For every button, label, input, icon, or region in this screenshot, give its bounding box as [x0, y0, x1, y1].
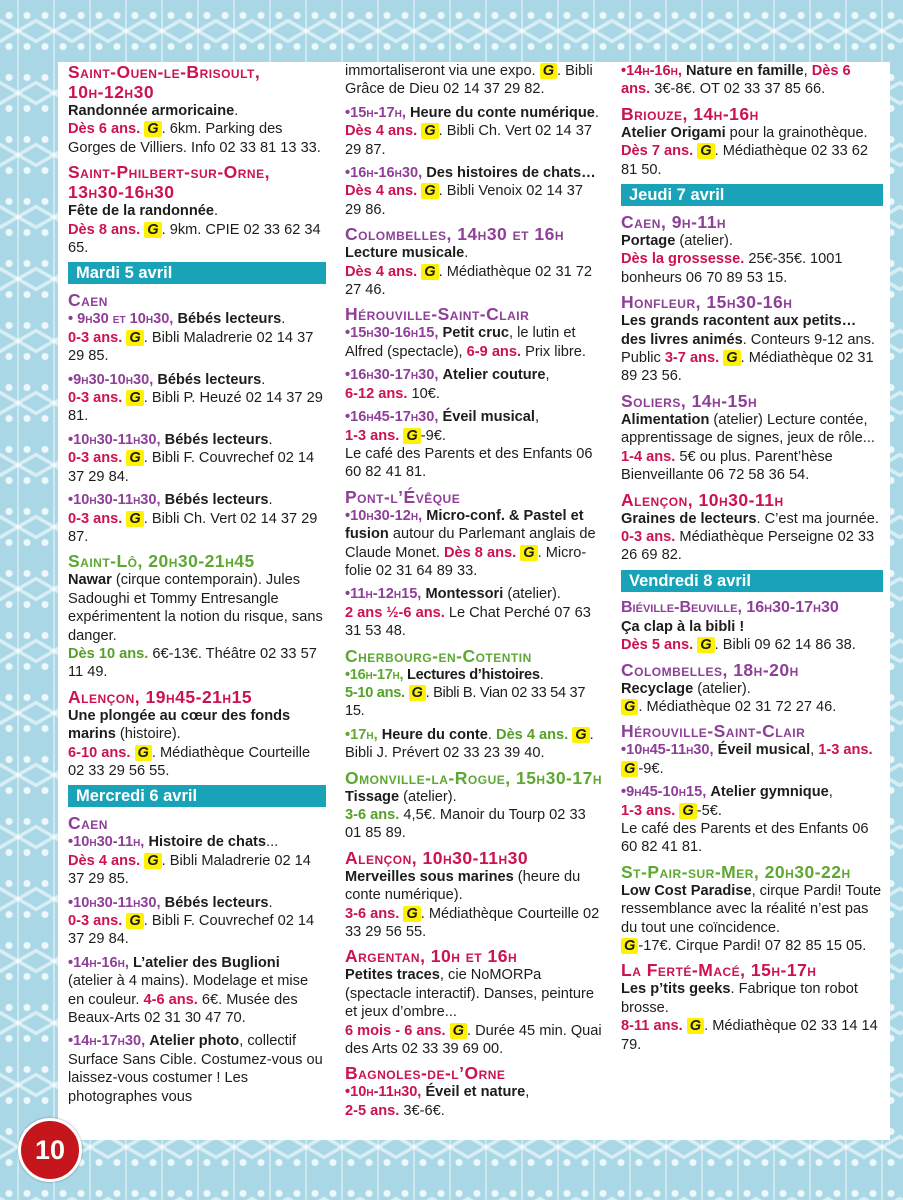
list-item	[68, 1032, 326, 1106]
event-title: Bébés lecteurs	[177, 311, 282, 328]
event-age: Dès 6 ans.	[68, 121, 141, 138]
punct: .	[234, 103, 239, 119]
free-badge: G	[144, 222, 161, 238]
event-description: immortaliseront via une expo.	[345, 63, 536, 79]
event-age: Dès 5 ans.	[621, 637, 694, 654]
event-st-pair	[621, 862, 883, 956]
event-title: Portage	[621, 233, 676, 250]
event-time: •14h-16h,	[68, 954, 129, 971]
list-item	[345, 164, 603, 219]
list-item: •16h30-17h30, Atelier couture, 6-12 ans. 10€.	[345, 367, 550, 402]
event-age: Dès 7 ans.	[621, 143, 694, 160]
free-badge: G	[409, 685, 426, 701]
event-argentan	[345, 946, 603, 1058]
event-description: (atelier).	[693, 680, 751, 697]
event-details: . Médiathèque Courteille 02 33 29 56 55.	[68, 744, 311, 779]
event-age: Dès 4 ans.	[345, 123, 418, 140]
event-city: Soliers, 14h-15h	[621, 390, 758, 411]
event-description: . C’est ma journée.	[756, 510, 879, 527]
event-bieville	[621, 598, 883, 655]
punct: .	[213, 203, 219, 220]
event-details: . Bibli B. Vian 02 33 54 37 15.	[345, 684, 586, 720]
free-badge: G	[421, 183, 438, 199]
event-age: Dès 4 ans.	[496, 726, 569, 743]
event-details: . 6km. Parking des Gorges de Villiers. Info 02 33 81 13 33.	[68, 121, 321, 156]
list-item	[345, 62, 603, 99]
event-time: 10h-12h30	[68, 82, 155, 102]
event-age: 2 ans ½-6 ans.	[345, 604, 445, 621]
event-description: (atelier).	[503, 586, 561, 603]
free-badge: G	[621, 699, 638, 715]
event-details: 10€.	[407, 385, 440, 402]
event-time: •10h-11h30,	[345, 1084, 422, 1101]
free-badge: G	[403, 906, 420, 922]
event-title: Tissage	[345, 788, 400, 805]
day-header: Mercredi 6 avril	[68, 785, 326, 807]
list-item: •17h, Heure du conte. Dès 4 ans. G . Bibli J. Prévert 02 33 23 39 40.	[345, 726, 594, 762]
event-time: •10h30-11h30,	[68, 431, 161, 448]
free-badge: G	[679, 803, 696, 819]
free-badge: G	[687, 1018, 704, 1034]
event-age: 1-4 ans.	[621, 448, 676, 465]
event-description: pour la grainothèque.	[725, 124, 868, 141]
event-details: 3€-6€.	[399, 1102, 445, 1119]
city-heading: Hérouville-Saint-Clair	[621, 721, 806, 742]
event-age: 3-7 ans.	[664, 350, 720, 367]
event-description: (atelier).	[399, 788, 457, 805]
free-badge: G	[621, 761, 638, 777]
event-details: . Médiathèque Courteille 02 33 29 56 55.	[345, 905, 600, 941]
free-badge: G	[126, 330, 143, 346]
event-age: 3-6 ans.	[345, 807, 400, 823]
event-details: . 9km. CPIE 02 33 62 34 65.	[68, 221, 321, 257]
event-age: 4-6 ans.	[143, 991, 198, 1008]
event-title: Merveilles sous marines	[345, 868, 514, 885]
punct: ...	[266, 834, 279, 851]
event-details: . Médiathèque 02 31 72 27 46.	[638, 698, 837, 715]
event-soliers	[621, 391, 883, 485]
event-description: (heure du conte numérique).	[345, 868, 581, 904]
event-city: Colombelles, 18h-20h	[621, 659, 799, 680]
event-title: Éveil musical	[442, 409, 535, 426]
event-details: . Bibli P. Heuzé 02 14 37 29 81.	[68, 390, 323, 425]
column-3	[621, 62, 883, 1059]
list-item: •16h-17h, Lectures d’histoires. 5-10 ans. G . Bibli B. Vian 02 33 54 37 15.	[345, 666, 586, 720]
event-city: Omonville-la-Rogue, 15h30-17h	[345, 767, 603, 788]
event-details: -5€.	[696, 802, 722, 819]
free-badge: G	[450, 1023, 467, 1039]
event-title: Nature en famille	[686, 63, 804, 79]
event-age: 0-3 ans.	[68, 390, 123, 407]
event-description: , cie NoMORPa (spectacle interactif). Danses, peinture et jeux d’ombre...	[345, 967, 595, 1021]
event-city: Briouze, 14h-16h	[621, 103, 759, 124]
event-city: Honfleur, 15h30-16h	[621, 292, 793, 313]
event-age: 0-3 ans.	[68, 329, 123, 346]
free-badge: G	[403, 428, 420, 444]
day-header: Jeudi 7 avril	[621, 184, 883, 206]
event-saint-philbert	[68, 162, 326, 257]
list-item: •10h45-11h30, Éveil musical, 1-3 ans. G -9€.	[621, 742, 873, 777]
event-title: Graines de lecteurs	[621, 510, 757, 527]
event-age: Dès 4 ans.	[68, 852, 141, 869]
event-time: 13h30-16h30	[68, 182, 175, 203]
event-age: 1-3 ans.	[621, 802, 676, 819]
list-item: •10h30-11h30, Bébés lecteurs. 0-3 ans. G . Bibli F. Couvrechef 02 14 37 29 84.	[68, 431, 315, 485]
event-description: autour du Parlemant anglais de Claude Monet.	[345, 526, 596, 561]
event-time: •10h30-11h30,	[68, 492, 161, 509]
event-title: Bébés lecteurs	[164, 431, 269, 448]
event-title: Éveil musical	[717, 742, 811, 759]
event-age: Dès 4 ans.	[345, 183, 418, 200]
list-item	[68, 833, 326, 888]
event-title: Atelier Origami	[621, 124, 726, 141]
event-city: Alençon, 19h45-21h15	[68, 686, 253, 707]
event-title: Atelier gymnique	[710, 784, 829, 801]
free-badge: G	[520, 545, 537, 561]
event-saint-ouen	[68, 62, 326, 157]
event-age: 6 mois - 6 ans.	[345, 1022, 446, 1039]
event-title: Atelier photo	[149, 1033, 240, 1050]
event-details: . Bibli Grâce de Dieu 02 14 37 29 82.	[345, 63, 593, 98]
event-title: Les p’tits geeks	[621, 981, 731, 998]
free-badge: G	[126, 450, 143, 466]
event-details: . Micro-folie 02 31 64 89 33.	[345, 544, 587, 579]
event-city: Alençon, 10h30-11h30	[345, 847, 529, 868]
day-header: Vendredi 8 avril	[621, 570, 883, 592]
free-badge: G	[697, 637, 714, 653]
event-description: . Fabrique ton robot brosse.	[621, 981, 858, 1016]
event-title: Alimentation	[621, 411, 710, 428]
event-title: Heure du conte	[381, 726, 488, 743]
event-details: . Durée 45 min. Quai des Arts 02 33 39 69 00.	[345, 1022, 602, 1058]
event-organizer: Le café des Parents et des Enfants 06 60 82 41 81.	[345, 445, 593, 481]
event-details: Médiathèque Perseigne 02 33 26 69 82.	[621, 528, 875, 564]
event-age: Dès 10 ans.	[68, 645, 149, 662]
event-details: . Bibli J. Prévert 02 33 23 39 40.	[345, 726, 594, 762]
city-heading: Hérouville-Saint-Clair	[345, 304, 530, 325]
city-heading: Pont-l’Évêque	[345, 486, 461, 507]
event-details: Prix libre.	[521, 343, 586, 360]
event-age: 0-3 ans.	[68, 450, 123, 467]
event-omonville	[345, 768, 603, 843]
day-header: Mardi 5 avril	[68, 262, 326, 284]
free-badge: G	[621, 938, 638, 954]
event-title: Éveil et nature	[425, 1084, 526, 1101]
event-title: Montessori	[425, 586, 504, 603]
event-city: La Ferté-Macé, 15h-17h	[621, 960, 817, 981]
event-age: 0-3 ans.	[68, 913, 123, 929]
list-item: •10h30-11h30, Bébés lecteurs. 0-3 ans. G . Bibli Ch. Vert 02 14 37 29 87.	[68, 492, 318, 545]
event-title: Nawar	[68, 572, 112, 589]
event-age: 1-3 ans.	[818, 742, 873, 759]
list-item: • 9h30 et 10h30, Bébés lecteurs. 0-3 ans. G . Bibli Maladrerie 02 14 37 29 85.	[68, 311, 314, 365]
event-time: •16h-16h30,	[345, 165, 423, 182]
event-description: (atelier) Lecture contée, apprentissage de signes, jeux de rôle...	[621, 411, 875, 447]
event-details: . Médiathèque 02 33 14 14 79.	[621, 1018, 878, 1053]
event-description: (atelier).	[675, 233, 733, 250]
event-time: •14h-17h30,	[68, 1033, 146, 1050]
event-age: Dès 8 ans.	[68, 221, 141, 238]
event-details: . Médiathèque 02 31 72 27 46.	[345, 263, 592, 299]
event-organizer: Le café des Parents et des Enfants 06 60 82 41 81.	[621, 820, 869, 856]
event-title: Atelier couture	[442, 367, 546, 384]
free-badge: G	[126, 913, 143, 929]
free-badge: G	[421, 264, 438, 280]
event-alencon	[621, 490, 883, 565]
event-la-ferte	[621, 960, 883, 1054]
event-details: . Bibli Ch. Vert 02 14 37 29 87.	[68, 510, 318, 545]
event-age: 1-3 ans.	[345, 427, 400, 444]
event-age: 6-10 ans.	[68, 744, 131, 761]
list-item: •15h-17h, Heure du conte numérique. Dès 4 ans. G . Bibli Ch. Vert 02 14 37 29 87.	[345, 104, 599, 158]
event-age: Dès 8 ans.	[443, 544, 517, 561]
event-alencon	[68, 687, 326, 781]
free-badge: G	[144, 121, 161, 137]
event-age: 0-3 ans.	[621, 528, 676, 545]
event-age: 8-11 ans.	[621, 1018, 683, 1035]
event-details: . Bibli Venoix 02 14 37 29 86.	[345, 183, 584, 218]
event-city: Caen, 9h-11h	[621, 212, 727, 233]
event-time: •17h,	[345, 726, 378, 743]
event-time: •14h-16h,	[621, 63, 682, 79]
event-title: Lecture musicale	[345, 245, 465, 262]
free-badge: G	[697, 143, 714, 159]
list-item: •10h-11h30, Éveil et nature, 2-5 ans. 3€-6€.	[345, 1084, 530, 1119]
event-title: Heure du conte numérique	[410, 104, 595, 121]
list-item: •16h45-17h30, Éveil musical, 1-3 ans. G -9€. Le café des Parents et des Enfants 06 60 82 41 81.	[345, 409, 593, 481]
event-details: -9€.	[420, 427, 446, 444]
event-title: Une plongée au cœur des fonds marins	[68, 707, 291, 743]
event-city: Saint-Lô, 20h30-21h45	[68, 551, 255, 572]
event-time: •10h30-11h30,	[68, 894, 161, 911]
event-time: •16h-17h,	[345, 666, 404, 683]
free-badge: G	[144, 853, 161, 869]
event-title: Petites traces	[345, 967, 440, 984]
event-age: 6-9 ans.	[466, 343, 522, 360]
event-time: •16h30-17h30,	[345, 367, 439, 384]
event-time: • 9h30 et 10h30,	[68, 311, 174, 328]
city-heading: Bagnoles-de-l’Orne	[345, 1063, 506, 1084]
list-item	[345, 507, 603, 581]
city-heading: Caen	[68, 290, 108, 311]
event-time: •15h-17h,	[345, 104, 406, 121]
event-title: L’atelier des Buglioni	[133, 954, 280, 971]
city-heading: Caen	[68, 813, 108, 834]
event-alencon	[345, 848, 603, 942]
event-description: , cirque Pardi! Toute ressemblance avec la réalité n’est pas du tout une coïncidence.	[621, 882, 882, 936]
event-time: •11h-12h15,	[345, 586, 422, 603]
free-badge: G	[421, 123, 438, 139]
event-description: , le lutin et Alfred (spectacle),	[345, 325, 576, 360]
event-details: 5€ ou plus. Parent’hèse Bienveillante 06 72 58 36 54.	[621, 448, 833, 484]
free-badge: G	[540, 63, 557, 79]
event-title: Recyclage	[621, 680, 694, 697]
event-colombelles: Colombelles, 14h30 et 16h Lecture musicale. Dès 4 ans. G . Médiathèque 02 31 72 27 46.	[345, 224, 603, 299]
event-caen	[621, 212, 883, 287]
event-details: 25€-35€. 1001 bonheurs 06 70 89 53 15.	[621, 251, 843, 286]
list-item	[345, 324, 603, 361]
event-title: Low Cost Paradise	[621, 882, 752, 899]
event-city: Argentan, 10h et 16h	[345, 946, 518, 967]
event-title: Histoire de chats	[148, 834, 267, 851]
event-age: 0-3 ans.	[68, 510, 123, 527]
event-time: •16h45-17h30,	[345, 409, 439, 426]
event-title: Micro-conf. & Pastel et fusion	[345, 507, 584, 543]
event-time: •15h30-16h15,	[345, 325, 439, 342]
event-title: Bébés lecteurs	[164, 894, 269, 911]
event-city: Saint-Ouen-le-Brisoult,	[68, 62, 261, 82]
event-honfleur	[621, 292, 883, 386]
event-details: 4,5€. Manoir du Tourp 02 33 01 85 89.	[345, 807, 586, 842]
event-details: . Médiathèque 02 31 89 23 56.	[621, 350, 874, 385]
event-age: 6-12 ans.	[345, 385, 408, 402]
event-details: . Bibli Maladrerie 02 14 37 29 85.	[68, 329, 314, 365]
free-badge: G	[572, 727, 589, 743]
list-item	[68, 954, 326, 1028]
free-badge: G	[126, 511, 143, 527]
event-title: Les grands racontent aux petits… des livres animés	[621, 313, 857, 348]
list-item: •14h-16h, Nature en famille, Dès 6 ans. 3€-8€. OT 02 33 37 85 66.	[621, 63, 851, 98]
event-title: Petit cruc	[442, 325, 509, 342]
list-item	[345, 585, 603, 640]
free-badge: G	[723, 350, 740, 366]
event-time: •10h30-12h,	[345, 507, 423, 524]
event-time: •9h30-10h30,	[68, 371, 154, 388]
event-age: Dès 4 ans.	[345, 263, 418, 280]
event-description: (histoire).	[115, 726, 181, 743]
city-heading: Cherbourg-en-Cotentin	[345, 645, 532, 666]
event-details: . Bibli F. Couvrechef 02 14 37 29 84.	[68, 450, 315, 485]
event-age: 2-5 ans.	[345, 1102, 400, 1119]
event-details: -17€. Cirque Pardi! 07 82 85 15 05.	[638, 938, 867, 954]
event-city: Alençon, 10h30-11h	[621, 489, 784, 510]
event-description: (cirque contemporain). Jules Sadoughi et Tommy Entresangle expérimentent la notion du risque, sans danger.	[68, 572, 323, 644]
event-details: Le Chat Perché 07 63 31 53 48.	[345, 604, 591, 640]
event-age: 3-6 ans.	[345, 905, 400, 922]
event-title: Des histoires de chats…	[426, 165, 596, 182]
event-description: (atelier à 4 mains). Modelage et mise en couleur.	[68, 973, 309, 1008]
list-item: •9h30-10h30, Bébés lecteurs. 0-3 ans. G . Bibli P. Heuzé 02 14 37 29 81.	[68, 371, 323, 425]
event-city: Colombelles, 14h30 et 16h	[345, 224, 564, 245]
event-description: . Conteurs 9-12 ans. Public	[621, 331, 875, 367]
event-title: Ça clap à la bibli !	[621, 618, 745, 635]
free-badge: G	[135, 745, 152, 761]
event-city: Saint-Philbert-sur-Orne,	[68, 162, 270, 183]
event-details: . Médiathèque 02 33 62 81 50.	[621, 143, 868, 178]
event-details: . Bibli F. Couvrechef 02 14 37 29 84.	[68, 913, 315, 948]
event-title: Fête de la randonnée	[68, 203, 214, 220]
event-saint-lo	[68, 551, 326, 681]
event-city: St-Pair-sur-Mer, 20h30-22h	[621, 861, 851, 882]
event-age: 5-10 ans.	[345, 684, 405, 701]
list-item: •9h45-10h15, Atelier gymnique, 1-3 ans. G -5€. Le café des Parents et des Enfants 06 60 82 41 81.	[621, 784, 869, 856]
event-details: . Bibli 09 62 14 86 38.	[714, 637, 856, 654]
event-age: Dès 6 ans.	[621, 63, 851, 98]
column-1	[68, 62, 326, 1111]
event-details: 6€. Musée des Beaux-Arts 02 31 30 47 70.	[68, 991, 298, 1027]
event-time: •10h45-11h30,	[621, 742, 714, 759]
event-title: Lectures d’histoires	[407, 666, 540, 683]
event-briouze	[621, 104, 883, 179]
event-colombelles	[621, 660, 883, 717]
event-details: 6€-13€. Théâtre 02 33 57 11 49.	[68, 645, 317, 681]
event-details: -9€.	[638, 760, 664, 777]
free-badge: G	[126, 390, 143, 406]
event-title: Bébés lecteurs	[157, 371, 262, 388]
event-time: •9h45-10h15,	[621, 784, 707, 801]
event-details: . Bibli Ch. Vert 02 14 37 29 87.	[345, 123, 592, 158]
column-2	[345, 62, 603, 1125]
event-age: Dès la grossesse.	[621, 251, 745, 268]
event-title: Randonnée armoricaine	[68, 103, 235, 119]
event-city: Biéville-Beuville, 16h30-17h30	[621, 598, 839, 616]
list-item	[68, 894, 326, 949]
event-details: . Bibli Maladrerie 02 14 37 29 85.	[68, 852, 311, 888]
event-details: 3€-8€. OT 02 33 37 85 66.	[650, 81, 826, 98]
event-description: , collectif Surface Sans Cible. Costumez-vous ou laissez-vous costumer ! Les photographes vous	[68, 1033, 323, 1105]
agenda-panel	[58, 62, 890, 1140]
page-number-badge: 10	[18, 1118, 82, 1182]
event-time: •10h30-11h,	[68, 834, 145, 851]
event-title: Bébés lecteurs	[164, 492, 269, 509]
punct: .	[268, 894, 273, 911]
